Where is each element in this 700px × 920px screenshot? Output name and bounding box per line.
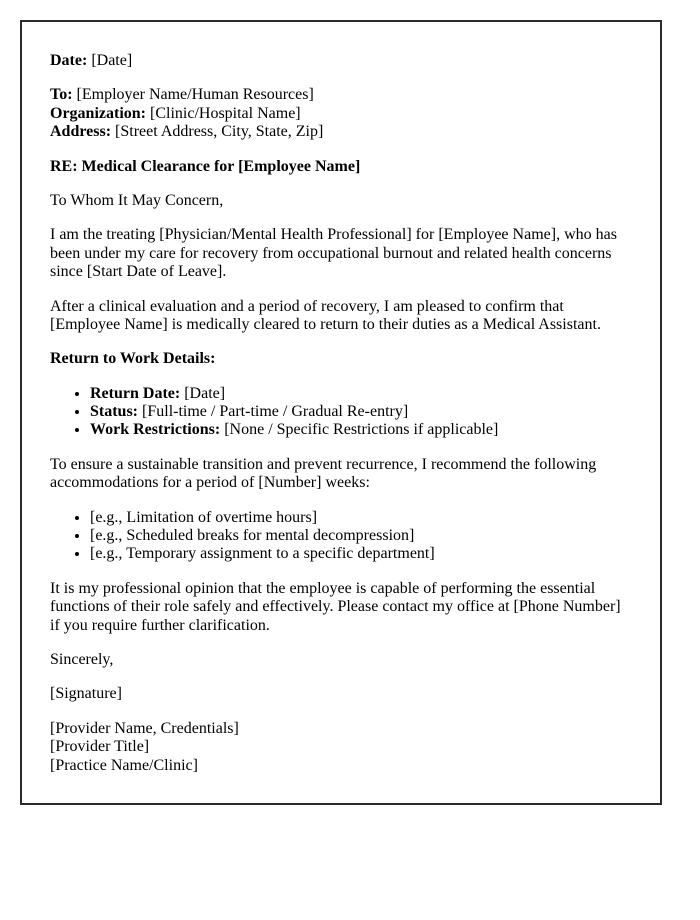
address-value: [Street Address, City, State, Zip] xyxy=(111,123,324,141)
paragraph-clearance: After a clinical evaluation and a period of recovery, I am pleased to confirm that [Employee Name] is medically cleared to return to their duties as a Medical Assistant. xyxy=(50,297,601,333)
address-line xyxy=(50,123,632,141)
accommodations-list xyxy=(50,509,632,564)
address-label: Address: xyxy=(50,123,112,141)
date-label: Date: xyxy=(50,52,88,69)
page xyxy=(0,20,700,920)
provider-name: [Provider Name, Credentials] xyxy=(50,719,239,737)
date-line xyxy=(50,52,632,70)
recipient-block xyxy=(50,86,632,141)
paragraph-opinion: It is my professional opinion that the employee is capable of performing the essential functions of their role safely and effectively. Please contact my office at [Phone Number] if you require further clarification. xyxy=(50,579,621,634)
list-item-accommodation: • [e.g., Temporary assignment to a specific department] xyxy=(90,545,632,563)
paragraph-accommodations: To ensure a sustainable transition and prevent recurrence, I recommend the following accommodations for a period of [Number] weeks: xyxy=(50,455,597,492)
status-label: Status: xyxy=(90,403,139,421)
organization-label: Organization: xyxy=(50,104,146,122)
closing: Sincerely, xyxy=(50,650,114,668)
return-date-label: Return Date: xyxy=(90,384,181,402)
list-item-accommodation: • [e.g., Scheduled breaks for mental decompression] xyxy=(90,527,632,545)
subject-line: RE: Medical Clearance for [Employee Name] xyxy=(50,157,361,175)
provider-title: [Provider Title] xyxy=(50,738,150,756)
to-line xyxy=(50,86,632,104)
list-item-return-date xyxy=(90,385,632,403)
paragraph-intro: I am the treating [Physician/Mental Health Professional] for [Employee Name], who has been under my care for recovery from occupational burnout and related health concerns since [Start Date of Leave]. xyxy=(50,226,617,281)
list-item-work-restrictions xyxy=(90,421,632,439)
organization-line xyxy=(50,105,632,123)
work-restrictions-label: Work Restrictions: xyxy=(90,421,221,439)
date-value: [Date] xyxy=(87,52,133,69)
status-value: [Full-time / Part-time / Gradual Re-entry] xyxy=(138,403,409,421)
organization-value: [Clinic/Hospital Name] xyxy=(146,104,301,122)
list-item-status xyxy=(90,403,632,421)
signature-block xyxy=(50,720,632,775)
to-value: [Employer Name/Human Resources] xyxy=(72,86,314,104)
salutation: To Whom It May Concern, xyxy=(50,191,224,209)
practice-name: [Practice Name/Clinic] xyxy=(50,756,198,774)
return-details-list xyxy=(50,385,632,440)
signature-placeholder: [Signature] xyxy=(50,685,122,703)
list-item-accommodation: • [e.g., Limitation of overtime hours] xyxy=(90,509,632,527)
return-date-value: [Date] xyxy=(180,384,226,402)
letter-document xyxy=(20,20,662,805)
details-heading: Return to Work Details: xyxy=(50,350,216,368)
work-restrictions-value: [None / Specific Restrictions if applicable] xyxy=(220,421,499,439)
to-label: To: xyxy=(50,86,73,104)
